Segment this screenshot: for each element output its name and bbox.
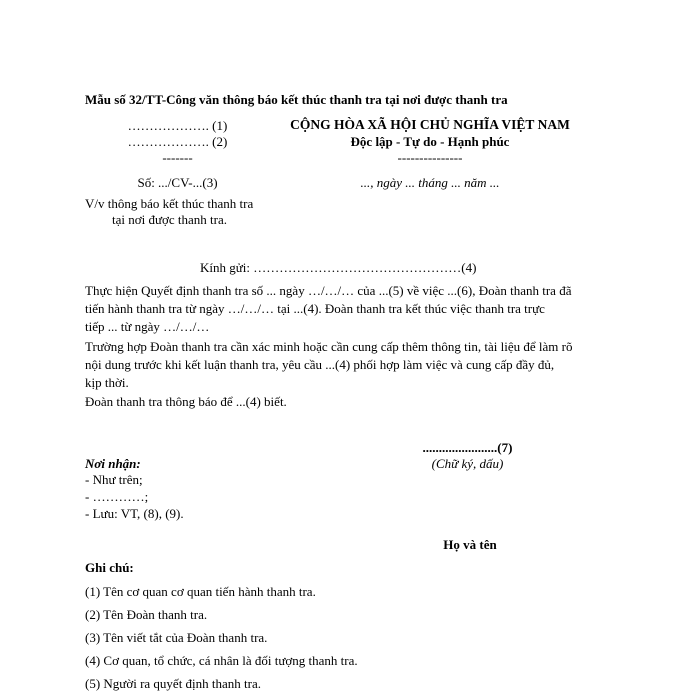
body-paragraph-2-line: Trường hợp Đoàn thanh tra cần xác minh hoặc cần cung cấp thêm thông tin, tài liệu để làm rõ	[85, 339, 573, 354]
place-date: ..., ngày ... tháng ... năm ...	[360, 175, 500, 190]
agency-line-1: ………………. (1)	[127, 118, 228, 133]
body-paragraph-3: Đoàn thanh tra thông báo để ...(4) biết.	[85, 394, 287, 409]
recipients-heading: Nơi nhận:	[85, 456, 141, 471]
body-paragraph-2-line: nội dung trước khi kết luận thanh tra, yêu cầu ...(4) phối hợp làm việc và cung cấp đầy đủ,	[85, 357, 555, 372]
motto-separator: ---------------	[397, 150, 463, 165]
recipients-item: - Lưu: VT, (8), (9).	[85, 506, 184, 521]
note-item: (5) Người ra quyết định thanh tra.	[85, 676, 262, 691]
signature-note: (Chữ ký, dấu)	[431, 456, 504, 471]
note-item: (4) Cơ quan, tổ chức, cá nhân là đối tượng thanh tra.	[85, 653, 358, 668]
recipients-item: - …………;	[85, 489, 149, 504]
document-number: Số: .../CV-...(3)	[137, 175, 218, 190]
agency-separator: -------	[162, 150, 193, 165]
body-paragraph-1-line: tiến hành thanh tra từ ngày …/…/… tại ...(4). Đoàn thanh tra kết thúc việc thanh tra trực	[85, 301, 545, 316]
subject-line-2: tại nơi được thanh tra.	[112, 212, 228, 227]
nation-title: CỘNG HÒA XÃ HỘI CHỦ NGHĨA VIỆT NAM	[290, 117, 570, 132]
agency-line-2: ………………. (2)	[127, 134, 228, 149]
note-item: (1) Tên cơ quan cơ quan tiến hành thanh tra.	[85, 584, 316, 599]
subject-line-1: V/v thông báo kết thúc thanh tra	[85, 196, 254, 211]
notes-heading: Ghi chú:	[85, 560, 134, 575]
motto: Độc lập - Tự do - Hạnh phúc	[350, 134, 510, 149]
note-item: (3) Tên viết tắt của Đoàn thanh tra.	[85, 630, 268, 645]
form-title: Mẫu số 32/TT-Công văn thông báo kết thúc thanh tra tại nơi được thanh tra	[85, 92, 508, 107]
body-paragraph-1	[85, 282, 615, 336]
recipient-line: Kính gửi: …………………………………………(4)	[200, 260, 477, 275]
body-paragraph-2-line: kịp thời.	[85, 375, 129, 390]
body-paragraph-1-line: Thực hiện Quyết định thanh tra số ... ngày …/…/… của ...(5) về việc ...(6), Đoàn thanh tra đã	[85, 283, 572, 298]
body-paragraph-1-line: tiếp ... từ ngày …/…/…	[85, 319, 210, 334]
recipients-item: - Như trên;	[85, 472, 143, 487]
body-paragraph-2	[85, 338, 615, 392]
note-item: (2) Tên Đoàn thanh tra.	[85, 607, 208, 622]
signer-position: .......................(7)	[422, 440, 513, 455]
signer-name: Họ và tên	[443, 537, 497, 552]
